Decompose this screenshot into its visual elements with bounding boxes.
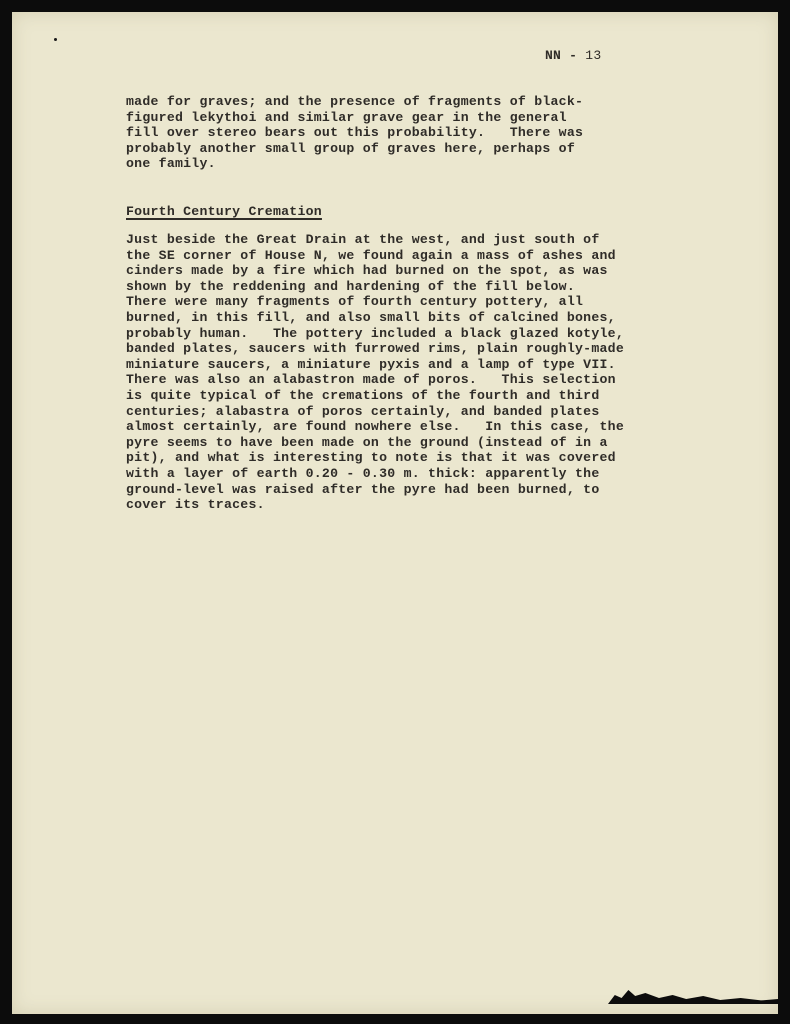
text-line: probably human. The pottery included a black glazed kotyle, [126, 325, 624, 341]
text-line: is quite typical of the cremations of the fourth and third [126, 387, 600, 403]
text-line: cinders made by a fire which had burned on the spot, as was [126, 263, 608, 279]
section-paragraph [126, 232, 706, 513]
text-line: There were many fragments of fourth century pottery, all [126, 294, 584, 310]
page-number-value: 13 [585, 48, 602, 63]
typed-page [12, 12, 778, 1014]
text-line: pit), and what is interesting to note is that it was covered [126, 450, 616, 466]
continuation-paragraph [126, 94, 706, 172]
text-line: made for graves; and the presence of fragments of black- [126, 94, 584, 109]
page-label: NN [545, 48, 562, 63]
page-number [545, 48, 601, 63]
section-heading: Fourth Century Cremation [126, 204, 322, 219]
text-line: ground-level was raised after the pyre had been burned, to [126, 481, 600, 497]
text-line: banded plates, saucers with furrowed rims, plain roughly-made [126, 341, 624, 357]
text-line: Just beside the Great Drain at the west, and just south of [126, 232, 600, 247]
text-line: fill over stereo bears out this probability. There was [126, 125, 584, 141]
text-line: There was also an alabastron made of poros. This selection [126, 372, 616, 388]
text-line: burned, in this fill, and also small bits of calcined bones, [126, 309, 616, 325]
text-line: probably another small group of graves here, perhaps of [126, 140, 576, 156]
text-line: with a layer of earth 0.20 - 0.30 m. thick: apparently the [126, 465, 600, 481]
text-line: almost certainly, are found nowhere else. In this case, the [126, 419, 624, 435]
text-line: shown by the reddening and hardening of the fill below. [126, 278, 576, 294]
page-separator: - [569, 48, 578, 63]
text-line: pyre seems to have been made on the ground (instead of in a [126, 434, 608, 450]
text-line: one family. [126, 156, 216, 172]
text-line: cover its traces. [126, 497, 265, 513]
text-line: centuries; alabastra of poros certainly, and banded plates [126, 403, 600, 419]
text-line: figured lekythoi and similar grave gear in the general [126, 109, 567, 125]
text-line: the SE corner of House N, we found again a mass of ashes and [126, 247, 616, 263]
text-line: miniature saucers, a miniature pyxis and a lamp of type VII. [126, 356, 616, 372]
punch-mark [54, 38, 57, 41]
